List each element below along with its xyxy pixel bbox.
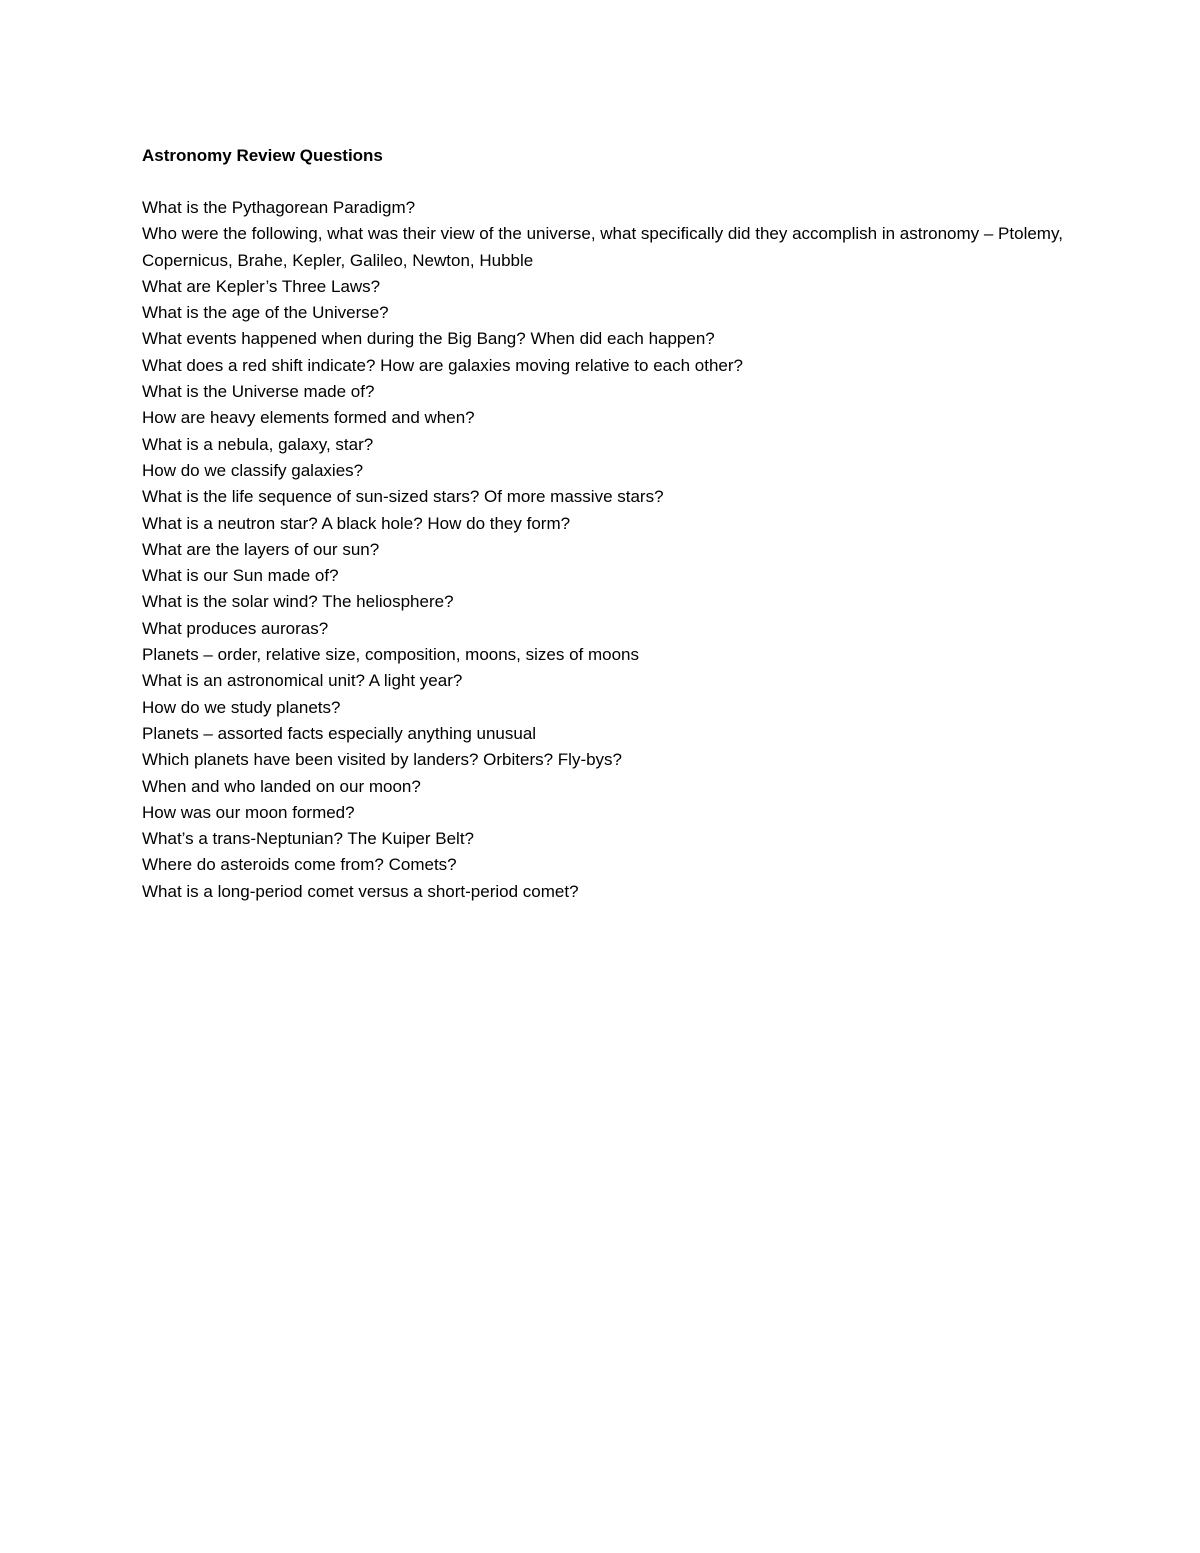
question-item: Planets – order, relative size, composition, moons, sizes of moons — [142, 645, 640, 665]
question-item: What’s a trans-Neptunian? The Kuiper Belt? — [142, 829, 475, 849]
question-item: What is a nebula, galaxy, star? — [142, 434, 374, 454]
blank-line — [142, 169, 1072, 195]
question-item: What is the Pythagorean Paradigm? — [142, 198, 416, 217]
question-item: How are heavy elements formed and when? — [142, 408, 475, 428]
question-item: What is a long-period comet versus a short-period comet? — [142, 881, 579, 901]
document-title: Astronomy Review Questions — [142, 146, 383, 165]
question-item: What is a neutron star? A black hole? How do they form? — [142, 513, 571, 533]
question-item: How do we classify galaxies? — [142, 460, 364, 480]
question-item: Where do asteroids come from? Comets? — [142, 855, 457, 875]
question-item: What does a red shift indicate? How are galaxies moving relative to each other? — [142, 355, 743, 375]
question-item: Who were the following, what was their view of the universe, what specifically did they accomplish in astronomy – Ptolemy, Copernicus, Brahe, Kepler, Galileo, Newton, Hubble — [142, 224, 1063, 270]
question-item: What is an astronomical unit? A light year? — [142, 671, 463, 691]
question-item: Planets – assorted facts especially anything unusual — [142, 723, 537, 743]
question-item: What is the life sequence of sun-sized stars? Of more massive stars? — [142, 487, 664, 507]
question-item: What is our Sun made of? — [142, 566, 339, 586]
question-item: What is the solar wind? The heliosphere? — [142, 592, 454, 612]
question-item: How was our moon formed? — [142, 802, 355, 822]
question-list — [142, 195, 1072, 905]
question-item: How do we study planets? — [142, 697, 341, 717]
question-item: What produces auroras? — [142, 618, 329, 638]
question-item: What are Kepler’s Three Laws? — [142, 276, 381, 296]
document-body — [142, 143, 1072, 905]
question-item: What are the layers of our sun? — [142, 539, 380, 559]
question-item: Which planets have been visited by landers? Orbiters? Fly-bys? — [142, 750, 623, 770]
question-item: What is the Universe made of? — [142, 382, 375, 402]
question-item: What events happened when during the Big Bang? When did each happen? — [142, 329, 715, 349]
question-item: When and who landed on our moon? — [142, 776, 421, 796]
question-item: What is the age of the Universe? — [142, 303, 389, 323]
